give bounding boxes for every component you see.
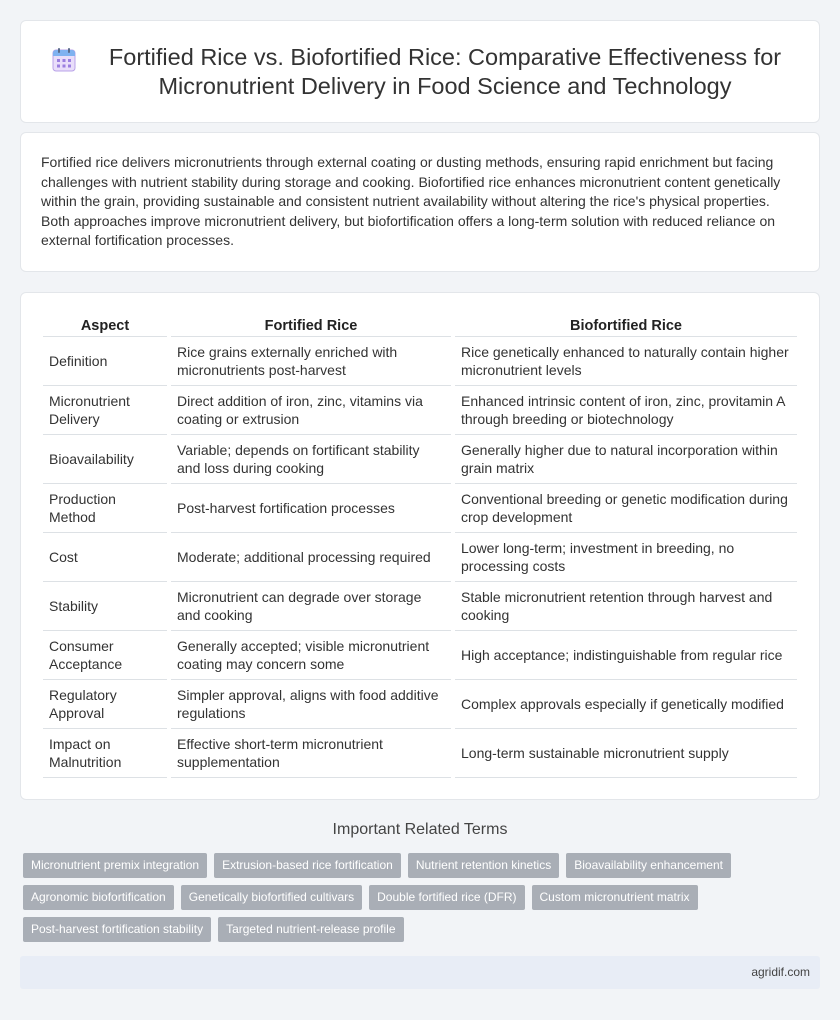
- related-term-tag[interactable]: Bioavailability enhancement: [566, 853, 731, 878]
- fortified-cell: Direct addition of iron, zinc, vitamins via coating or extrusion: [171, 386, 451, 435]
- fortified-cell: Post-harvest fortification processes: [171, 484, 451, 533]
- fortified-cell: Variable; depends on fortificant stability and loss during cooking: [171, 435, 451, 484]
- fortified-cell: Rice grains externally enriched with micronutrients post-harvest: [171, 337, 451, 386]
- aspect-cell: Stability: [43, 582, 167, 631]
- related-term-tag[interactable]: Extrusion-based rice fortification: [214, 853, 401, 878]
- related-term-tag[interactable]: Micronutrient premix integration: [23, 853, 207, 878]
- intro-card: [20, 132, 820, 272]
- biofortified-cell: Lower long-term; investment in breeding, no processing costs: [455, 533, 797, 582]
- footer: [20, 956, 820, 989]
- aspect-cell: Regulatory Approval: [43, 680, 167, 729]
- aspect-cell: Cost: [43, 533, 167, 582]
- biofortified-cell: Stable micronutrient retention through harvest and cooking: [455, 582, 797, 631]
- biofortified-cell: Enhanced intrinsic content of iron, zinc, provitamin A through breeding or biotechnology: [455, 386, 797, 435]
- related-terms-tags: [23, 853, 823, 949]
- page-title: Fortified Rice vs. Biofortified Rice: Comparative Effectiveness for Micronutrient Delivery in Food Science and Technology: [108, 43, 782, 99]
- calendar-grid-icon: [51, 47, 77, 73]
- aspect-cell: Impact on Malnutrition: [43, 729, 167, 778]
- table-row: [43, 680, 797, 729]
- comparison-table: [39, 311, 801, 778]
- fortified-cell: Moderate; additional processing required: [171, 533, 451, 582]
- related-term-tag[interactable]: Double fortified rice (DFR): [369, 885, 524, 910]
- table-row: [43, 337, 797, 386]
- table-row: [43, 386, 797, 435]
- related-term-tag[interactable]: Post-harvest fortification stability: [23, 917, 211, 942]
- biofortified-cell: Long-term sustainable micronutrient supply: [455, 729, 797, 778]
- intro-paragraph: Fortified rice delivers micronutrients through external coating or dusting methods, ensuring rapid enrichment but facing challenges with nutrient stability during storage and cooking. Biofortified rice enhances micronutrient content genetically within the grain, providing sustainable and consistent nutrient availability without altering the rice's physical properties. Both approaches improve micronutrient delivery, but biofortification offers a long-term solution with reduced reliance on external fortification processes.: [41, 154, 781, 249]
- related-term-tag[interactable]: Custom micronutrient matrix: [532, 885, 698, 910]
- table-header-row: [43, 311, 797, 337]
- related-term-tag[interactable]: Targeted nutrient-release profile: [218, 917, 403, 942]
- biofortified-cell: High acceptance; indistinguishable from regular rice: [455, 631, 797, 680]
- footer-site-link[interactable]: agridif.com: [751, 965, 810, 979]
- aspect-cell: Production Method: [43, 484, 167, 533]
- comparison-table-card: [20, 292, 820, 800]
- biofortified-cell: Conventional breeding or genetic modification during crop development: [455, 484, 797, 533]
- table-row: [43, 484, 797, 533]
- fortified-cell: Micronutrient can degrade over storage and cooking: [171, 582, 451, 631]
- aspect-cell: Micronutrient Delivery: [43, 386, 167, 435]
- header-biofortified-rice: Biofortified Rice: [455, 311, 797, 337]
- header-aspect: Aspect: [43, 311, 167, 337]
- title-row: [51, 43, 789, 101]
- table-row: [43, 631, 797, 680]
- header-fortified-rice: Fortified Rice: [171, 311, 451, 337]
- aspect-cell: Definition: [43, 337, 167, 386]
- table-row: [43, 533, 797, 582]
- fortified-cell: Simpler approval, aligns with food additive regulations: [171, 680, 451, 729]
- table-row: [43, 729, 797, 778]
- biofortified-cell: Complex approvals especially if genetically modified: [455, 680, 797, 729]
- related-term-tag[interactable]: Genetically biofortified cultivars: [181, 885, 362, 910]
- biofortified-cell: Rice genetically enhanced to naturally contain higher micronutrient levels: [455, 337, 797, 386]
- title-card: [20, 20, 820, 123]
- fortified-cell: Generally accepted; visible micronutrient coating may concern some: [171, 631, 451, 680]
- aspect-cell: Consumer Acceptance: [43, 631, 167, 680]
- table-row: [43, 582, 797, 631]
- related-terms-heading: Important Related Terms: [332, 821, 508, 838]
- aspect-cell: Bioavailability: [43, 435, 167, 484]
- related-term-tag[interactable]: Nutrient retention kinetics: [408, 853, 559, 878]
- table-row: [43, 435, 797, 484]
- biofortified-cell: Generally higher due to natural incorporation within grain matrix: [455, 435, 797, 484]
- fortified-cell: Effective short-term micronutrient supplementation: [171, 729, 451, 778]
- related-term-tag[interactable]: Agronomic biofortification: [23, 885, 174, 910]
